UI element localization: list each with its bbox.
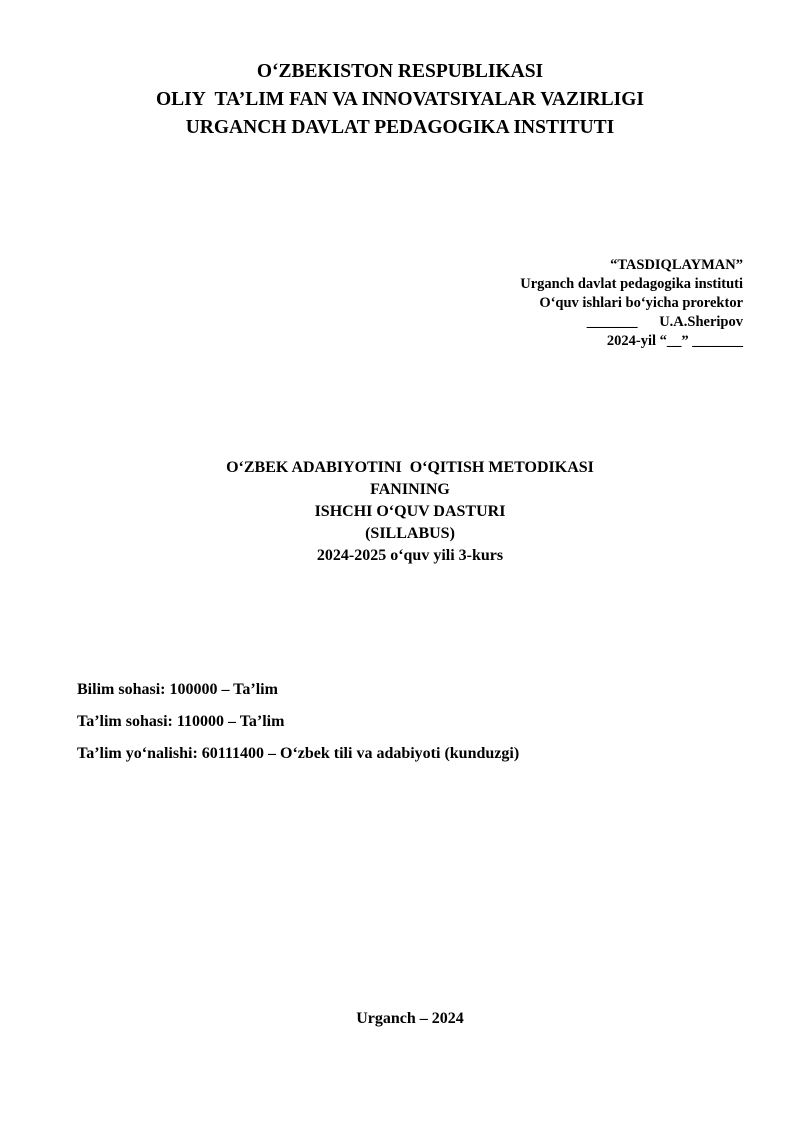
title-program: ISHCHI O‘QUV DASTURI <box>314 503 506 520</box>
approval-date: 2024-yil “__” _______ <box>606 333 743 349</box>
approval-heading: “TASDIQLAYMAN” <box>610 257 743 273</box>
title-academic-year: 2024-2025 o‘quv yili 3-kurs <box>316 547 504 564</box>
document-header <box>0 58 800 142</box>
info-bilim-sohasi: Bilim sohasi: 100000 – Ta’lim <box>77 681 278 698</box>
document-title <box>0 457 800 567</box>
title-sillabus: (SILLABUS) <box>365 525 455 542</box>
header-institute: URGANCH DAVLAT PEDAGOGIKA INSTITUTI <box>185 117 615 138</box>
title-subject: O‘ZBEK ADABIYOTINI O‘QITISH METODIKASI <box>226 459 594 476</box>
header-country: O‘ZBEKISTON RESPUBLIKASI <box>256 61 544 82</box>
approval-institution: Urganch davlat pedagogika instituti <box>520 276 743 292</box>
approval-block <box>520 256 743 351</box>
info-talim-sohasi: Ta’lim sohasi: 110000 – Ta’lim <box>77 713 285 730</box>
header-ministry: OLIY TA’LIM FAN VA INNOVATSIYALAR VAZIRLIGI <box>156 89 644 110</box>
info-block <box>77 674 519 770</box>
title-fanining: FANINING <box>370 481 450 498</box>
footer-place-year: Urganch – 2024 <box>356 1010 464 1027</box>
approval-signature: _______ U.A.Sheripov <box>586 314 743 330</box>
approval-position: O‘quv ishlari bo‘yicha prorektor <box>539 295 743 311</box>
info-talim-yonalishi: Ta’lim yo‘nalishi: 60111400 – O‘zbek tili va adabiyoti (kunduzgi) <box>77 745 520 762</box>
